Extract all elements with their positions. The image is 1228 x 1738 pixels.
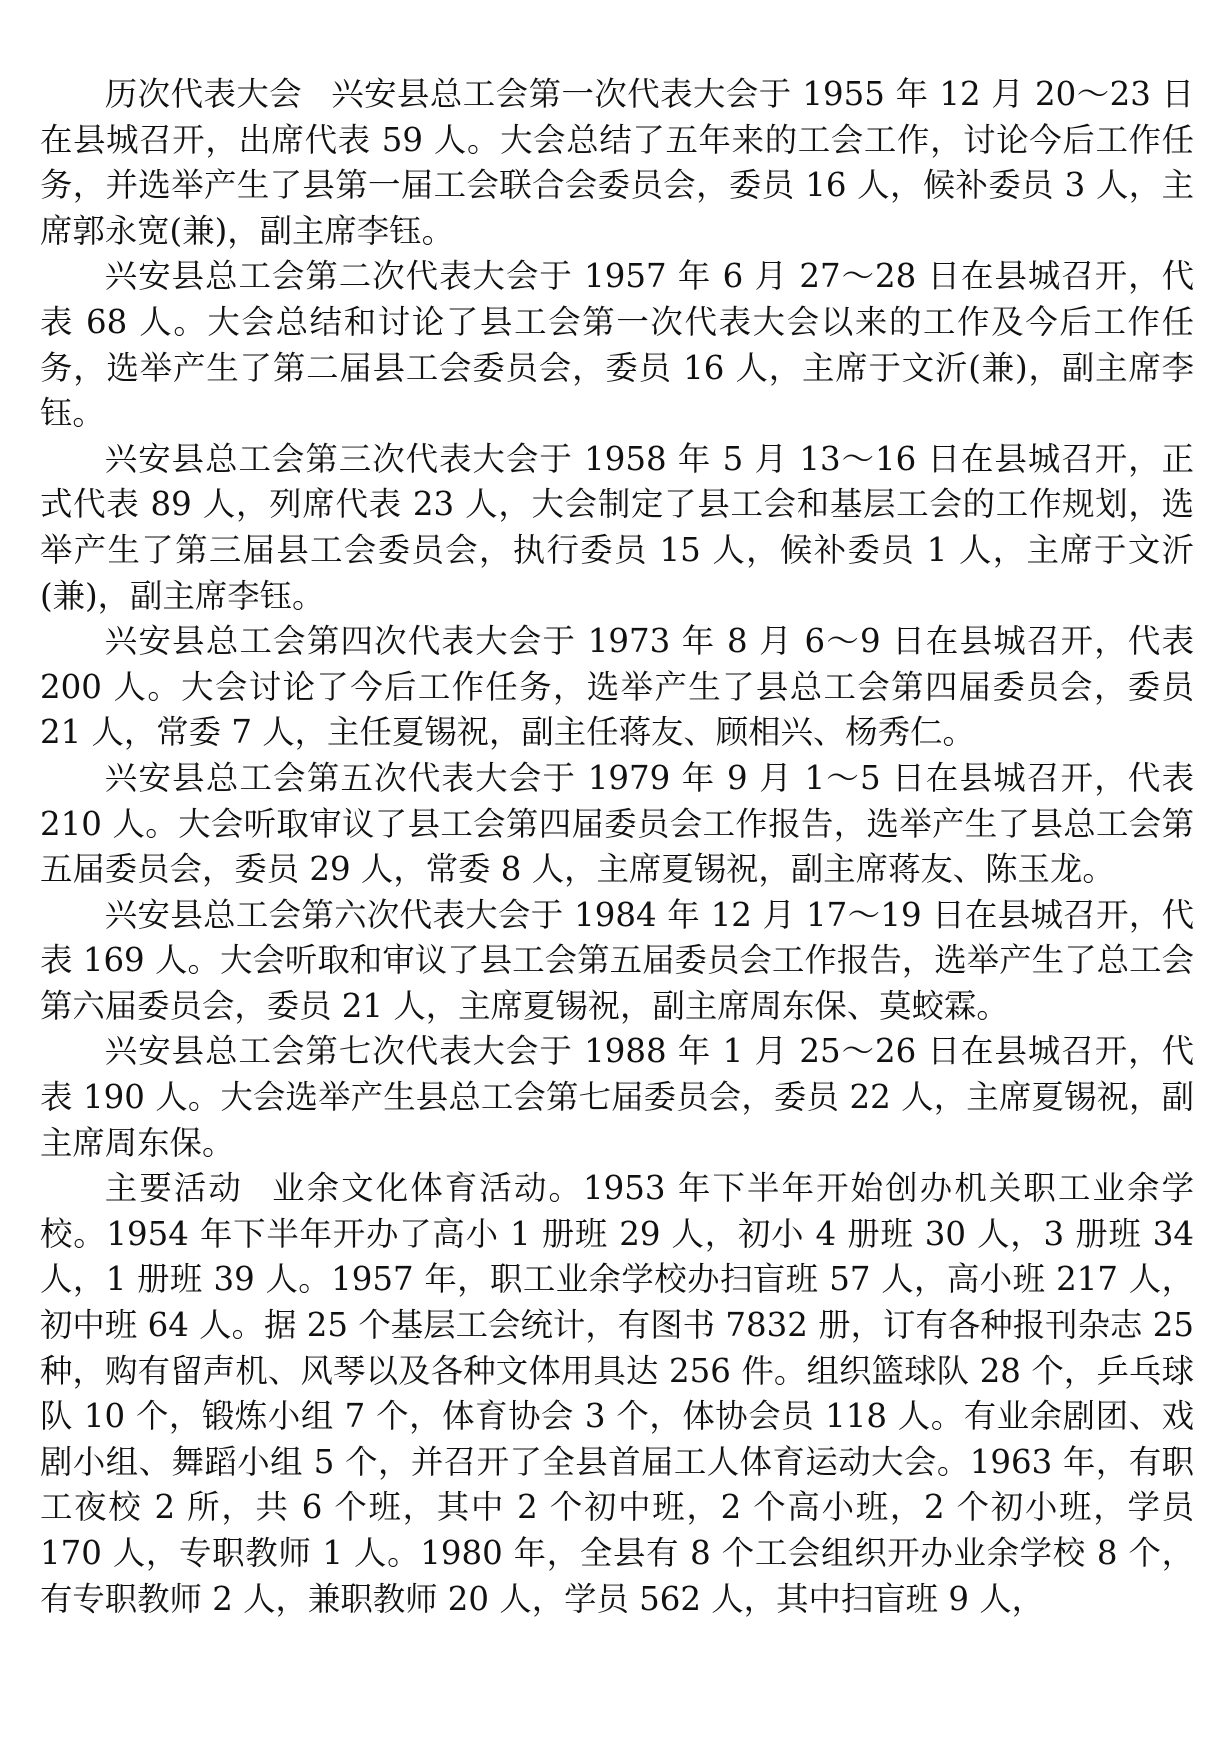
section-heading-activities: 主要活动 (104, 1169, 243, 1208)
section-heading-congresses: 历次代表大会 (104, 75, 303, 113)
history-paragraph-2: 兴安县总工会第二次代表大会于 1957 年 6 月 27～28 日在县城召开，代表 68 人。大会总结和讨论了县工会第一次代表大会以来的工作及今后工作任务，选举产生了第二届县工会委员会，委员 16 人，主席于文沂(兼)，副主席李钰。 (40, 257, 1194, 433)
history-paragraph-1-text: 兴安县总工会第一次代表大会于 1955 年 12 月 20～23 日在县城召开，出席代表 59 人。大会总结了五年来的工会工作，讨论今后工作任务，并选举产生了县第一届工会联合会委员会，委员 16 人，候补委员 3 人，主席郭永宽(兼)，副主席李钰。 (40, 75, 1195, 250)
history-paragraph-4: 兴安县总工会第四次代表大会于 1973 年 8 月 6～9 日在县城召开，代表 200 人。大会讨论了今后工作任务，选举产生了县总工会第四届委员会，委员 21 人，常委 7 人，主任夏锡祝，副主任蒋友、顾相兴、杨秀仁。 (40, 622, 1194, 752)
history-paragraph-1 (40, 72, 1194, 254)
history-paragraph-6: 兴安县总工会第六次代表大会于 1984 年 12 月 17～19 日在县城召开，代表 169 人。大会听取和审议了县工会第五届委员会工作报告，选举产生了总工会第六届委员会，委员 21 人，主席夏锡祝，副主席周东保、莫蛟霖。 (40, 895, 1194, 1025)
activities-paragraph-text: 业余文化体育活动。1953 年下半年开始创办机关职工业余学校。1954 年下半年开办了高小 1 册班 29 人，初小 4 册班 30 人，3 册班 34 人，1 册班 39 人。1957 年，职工业余学校办扫盲班 57 人，高小班 217 人，初中班 64 人。据 25 个基层工会统计，有图书 7832 册，订有各种报刊杂志 25 种，购有留声机、风琴以及各种文体用具达 256 件。组织篮球队 28 个，乒乓球队 10 个，锻炼小组 7 个，体育协会 3 个，体协会员 118 人。有业余剧团、戏剧小组、舞蹈小组 5 个，并召开了全县首届工人体育运动大会。1963 年，有职工夜校 2 所，共 6 个班，其中 2 个初中班，2 个高小班，2 个初小班，学员 170 人，专职教师 1 人。1980 年，全县有 8 个工会组织开办业余学校 8 个，有专职教师 2 人，兼职教师 20 人，学员 562 人，其中扫盲班 9 人， (40, 1169, 1194, 1618)
history-paragraph-3: 兴安县总工会第三次代表大会于 1958 年 5 月 13～16 日在县城召开，正式代表 89 人，列席代表 23 人，大会制定了县工会和基层工会的工作规划，选举产生了第三届县工会委员会，执行委员 15 人，候补委员 1 人，主席于文沂(兼)，副主席李钰。 (40, 439, 1194, 615)
document-page (40, 72, 1194, 1622)
activities-paragraph (40, 1166, 1194, 1622)
history-paragraph-5: 兴安县总工会第五次代表大会于 1979 年 9 月 1～5 日在县城召开，代表 210 人。大会听取审议了县工会第四届委员会工作报告，选举产生了县总工会第五届委员会，委员 29 人，常委 8 人，主席夏锡祝，副主席蒋友、陈玉龙。 (40, 758, 1194, 889)
history-paragraph-7: 兴安县总工会第七次代表大会于 1988 年 1 月 25～26 日在县城召开，代表 190 人。大会选举产生县总工会第七届委员会，委员 22 人，主席夏锡祝，副主席周东保。 (40, 1032, 1194, 1162)
